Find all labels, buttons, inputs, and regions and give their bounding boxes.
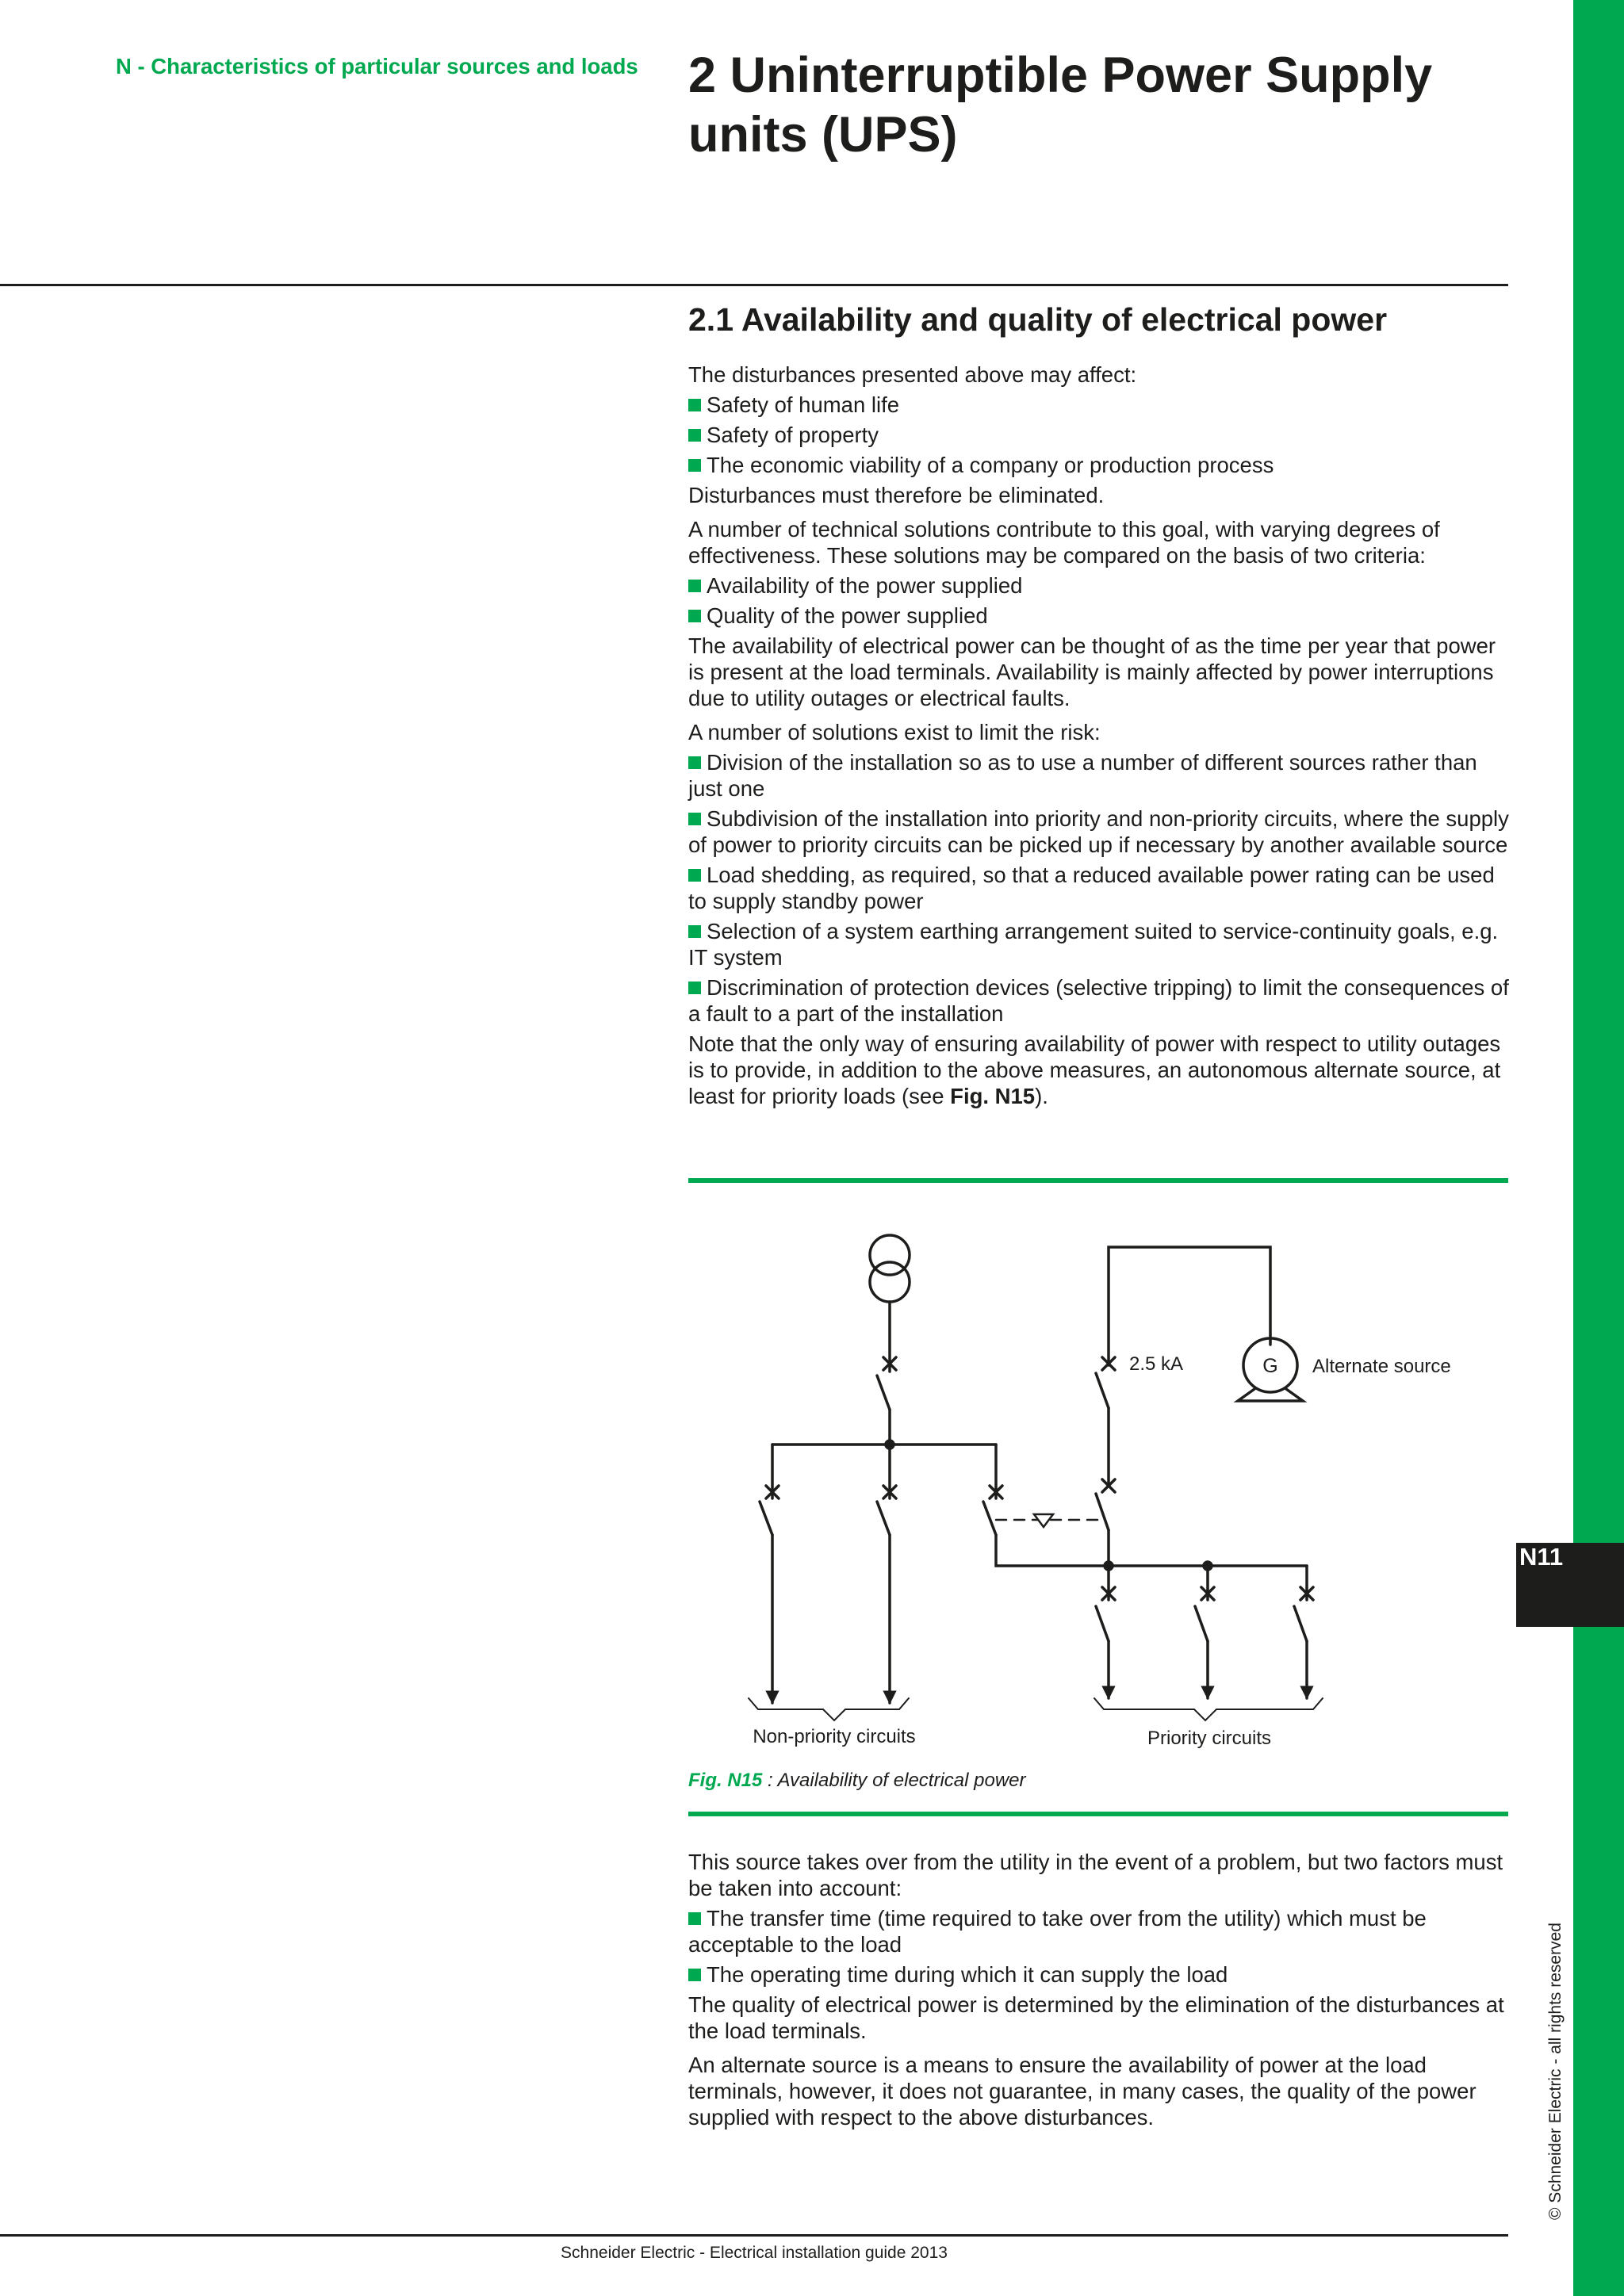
main-breaker [877,1302,896,1445]
bullet-square-icon [688,1912,701,1925]
list-item: The transfer time (time required to take over from the utility) which must be acceptable to the load [688,1906,1427,1957]
list-item: Discrimination of protection devices (selective tripping) to limit the consequences of a fault to a part of the installation [688,975,1509,1026]
paragraph: Note that the only way of ensuring availability of power with respect to utility outages is to provide, in addition to the above measures, an autonomous alternate source, at least for priority loads (see Fig. N15). [688,1031,1501,1108]
list-item: Division of the installation so as to use a number of different sources rather than just one [688,750,1477,801]
braces [749,1698,1323,1720]
transformer-symbol [870,1235,910,1302]
figure-caption: Fig. N15 : Availability of electrical power [688,1770,1026,1791]
list-item: Load shedding, as required, so that a reduced available power rating can be used to supply standby power [688,863,1495,913]
paragraph: This source takes over from the utility in the event of a problem, but two factors must be taken into account: [688,1850,1503,1900]
non-priority-busbar [772,1441,996,1448]
section-heading: 2.1 Availability and quality of electrical power [688,301,1388,338]
rating-label: 2.5 kA [1129,1353,1184,1375]
tie-breaker [983,1445,1109,1566]
paragraph: The quality of electrical power is determined by the elimination of the disturbances at the load terminals. [688,1992,1504,2043]
paragraph: The availability of electrical power can be thought of as the time per year that power is present at the load terminals. Availability is mainly affected by power interruptions due to utility outages or electrical faults. [688,633,1496,710]
feeder-left [760,1445,779,1703]
copyright-notice: © Schneider Electric - all rights reserved [1546,1923,1565,2220]
list-item: Subdivision of the installation into priority and non-priority circuits, where the supply of power to priority circuits can be picked up if necessary by another available source [688,806,1509,857]
non-priority-label: Non-priority circuits [753,1726,916,1747]
list-item: The operating time during which it can supply the load [688,1961,1509,1988]
paragraph: A number of solutions exist to limit the risk: [688,720,1101,744]
figure-reference: Fig. N15 [950,1084,1036,1108]
page-tab-label: N11 [1519,1543,1564,1571]
list-item: Safety of human life [688,392,1509,418]
list-item: Selection of a system earthing arrangement suited to service-continuity goals, e.g. IT system [688,919,1499,970]
figure-bottom-rule [688,1812,1508,1816]
alternate-source-label: Alternate source [1312,1356,1451,1377]
interlock [996,1514,1104,1527]
body-text-2 [688,1849,1509,2134]
generator-circuit [1096,1247,1270,1566]
page-footer: Schneider Electric - Electrical installation guide 2013 [561,2244,948,2262]
chapter-header: N - Characteristics of particular sources and loads [116,54,638,78]
list-item: The economic viability of a company or production process [688,452,1509,478]
list-item: Quality of the power supplied [688,603,1509,629]
paragraph: A number of technical solutions contribute to this goal, with varying degrees of effectiveness. These solutions may be compared on the basis of two criteria: [688,517,1440,568]
priority-feeders [1096,1566,1313,1698]
feeder-middle [877,1445,896,1703]
paragraph: An alternate source is a means to ensure the availability of power at the load terminals, however, it does not guarantee, in many cases, the quality of the power supplied with respect to the above disturbances. [688,2053,1477,2130]
page-title: 2 Uninterruptible Power Supply units (UPS) [688,48,1433,163]
priority-label: Priority circuits [1147,1728,1272,1749]
generator-letter: G [1262,1355,1278,1377]
bullet-square-icon [688,1969,701,1981]
bottom-divider [0,2234,1508,2237]
list-item: Safety of property [688,422,1509,448]
list-item: Availability of the power supplied [688,572,1509,599]
priority-busbar [1105,1562,1307,1570]
paragraph: The disturbances presented above may affect: [688,362,1137,387]
paragraph: Disturbances must therefore be eliminated. [688,483,1105,507]
